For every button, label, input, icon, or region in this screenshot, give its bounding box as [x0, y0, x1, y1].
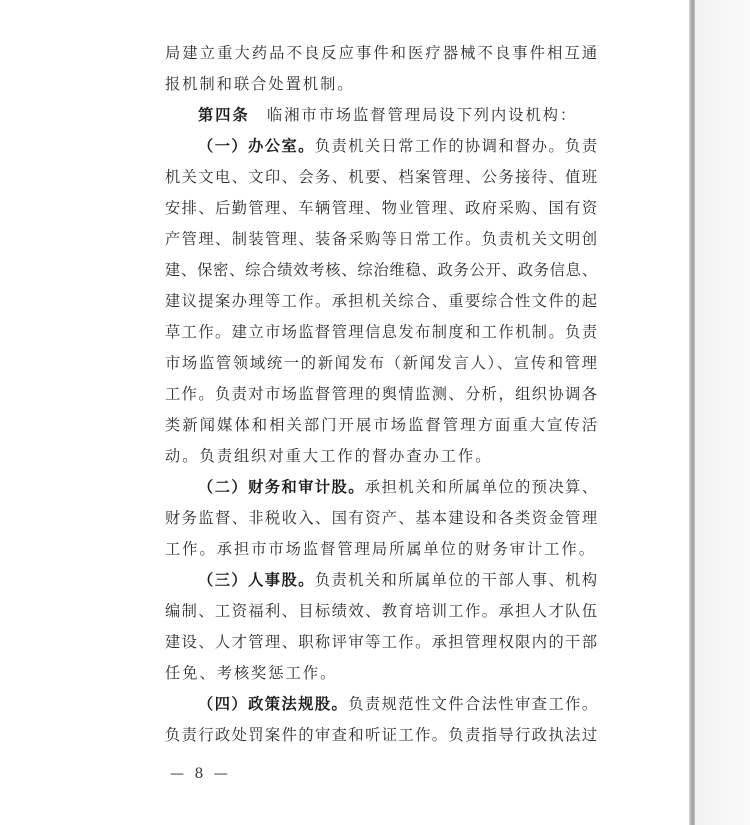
text-line: 建议提案办理等工作。承担机关综合、重要综合性文件的起 [165, 292, 597, 310]
text-line: 工作。负责对市场监督管理的舆情监测、分析，组织协调各 [165, 385, 597, 403]
scan-edge-shadow [689, 0, 695, 825]
text-line: 报机制和联合处置机制。 [165, 75, 355, 93]
text-line: 安排、后勤管理、车辆管理、物业管理、政府采购、国有资 [165, 199, 597, 217]
text-line: 机关文电、文印、会务、机要、档案管理、公务接待、值班 [165, 168, 597, 186]
text-line: 任免、考核奖惩工作。 [165, 664, 338, 682]
text-line: 工作。承担市市场监督管理局所属单位的财务审计工作。 [165, 540, 596, 558]
section-title: （一）办公室。 [198, 137, 315, 155]
section-heading-line: （四）政策法规股。负责规范性文件合法性审查工作。 [198, 695, 597, 713]
text-line: 动。负责组织对重大工作的督办查办工作。 [165, 447, 493, 465]
text-line: 编制、工资福利、目标绩效、教育培训工作。承担人才队伍 [165, 602, 597, 620]
section-title: （三）人事股。 [198, 571, 315, 589]
text-line: 财务监督、非税收入、国有资产、基本建设和各类资金管理 [165, 509, 597, 527]
body-text [165, 38, 597, 751]
text-line: 产管理、制装管理、装备采购等日常工作。负责机关文明创 [165, 230, 597, 248]
text-line: 市场监管领域统一的新闻发布（新闻发言人）、宣传和管理 [165, 354, 597, 372]
text-line: 类新闻媒体和相关部门开展市场监督管理方面重大宣传活 [165, 416, 597, 434]
article-number: 第四条 [198, 106, 250, 124]
section-title: （四）政策法规股。 [198, 695, 349, 713]
section-heading-line: （二）财务和审计股。承担机关和所属单位的预决算、 [198, 478, 597, 496]
text-line: 建、保密、综合绩效考核、综治维稳、政务公开、政务信息、 [165, 261, 597, 279]
scan-margin [695, 0, 750, 825]
page-number: — 8 — [170, 766, 231, 782]
text-line: 负责行政处罚案件的审查和听证工作。负责指导行政执法过 [165, 726, 597, 744]
section-heading-line: （三）人事股。负责机关和所属单位的干部人事、机构 [198, 571, 597, 589]
text-line: 局建立重大药品不良反应事件和医疗器械不良事件相互通 [165, 44, 597, 62]
section-heading-line: （一）办公室。负责机关日常工作的协调和督办。负责 [198, 137, 597, 155]
text-line: 草工作。建立市场监督管理信息发布制度和工作机制。负责 [165, 323, 597, 341]
section-title: （二）财务和审计股。 [198, 478, 365, 496]
article-heading-line: 第四条 临湘市市场监督管理局设下列内设机构： [198, 106, 578, 124]
text-line: 建设、人才管理、职称评审等工作。承担管理权限内的干部 [165, 633, 597, 651]
